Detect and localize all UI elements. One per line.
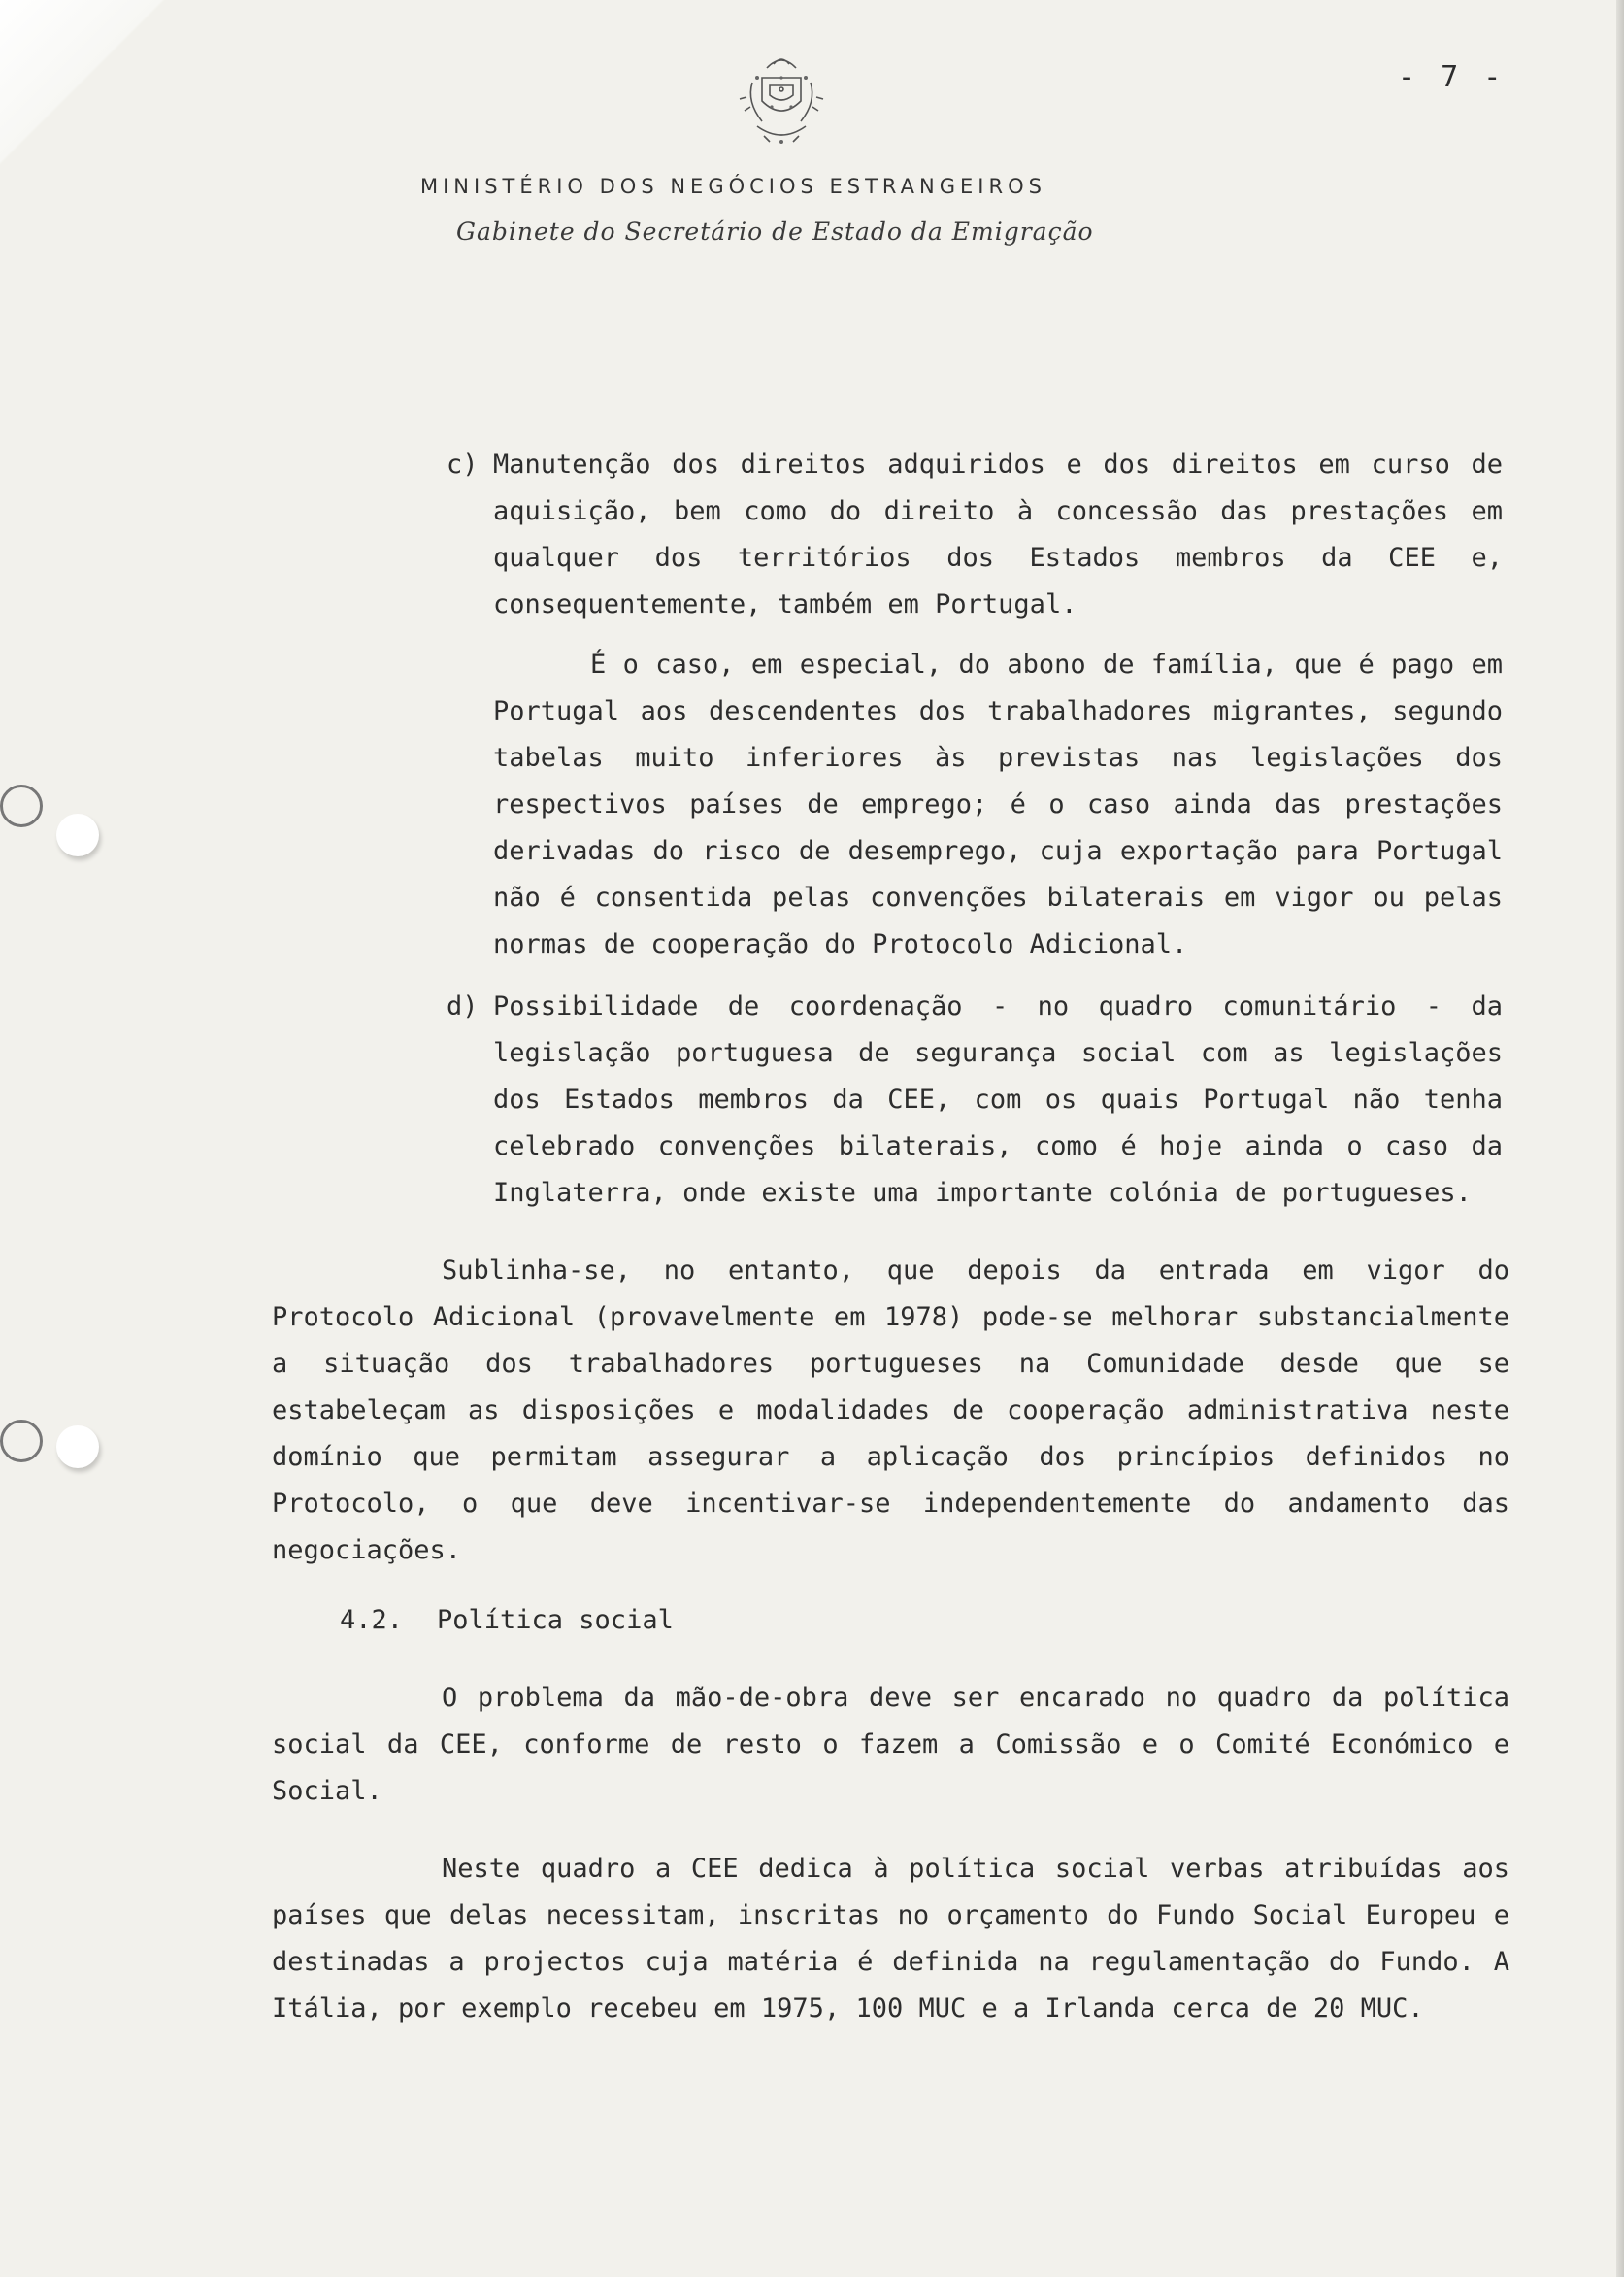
page-edge — [1616, 0, 1624, 2277]
item-continuation: É o caso, em especial, do abono de família, que é pago em Portugal aos descendentes dos trabalhadores migrantes, segundo tabelas muito inferiores às previstas nas legislações dos respectivos países de emprego; é o caso ainda das prestações derivadas do risco de desemprego, cuja exportação para Portugal não é consentida pelas convenções bilaterais em vigor ou pelas normas de cooperação do Protocolo Adicional. — [493, 650, 1503, 959]
page-number: - 7 - — [1398, 60, 1506, 94]
item-text — [493, 442, 1503, 968]
document-body — [272, 442, 1524, 2032]
punch-hole — [0, 785, 43, 827]
item-label: d) — [447, 991, 479, 1021]
coat-of-arms-icon — [723, 49, 840, 151]
list-item-c — [272, 442, 1524, 968]
item-paragraph: Manutenção dos direitos adquiridos e dos direitos em curso de aquisição, bem como do direito à concessão das prestações em qualquer dos territórios dos Estados membros da CEE e, consequentemente, também em Portugal. — [493, 450, 1503, 619]
list-item-d — [272, 984, 1524, 1217]
punch-hole — [0, 1420, 43, 1462]
folded-corner — [0, 0, 165, 194]
section-number: 4.2. — [340, 1605, 404, 1635]
paragraph: O problema da mão-de-obra deve ser encarado no quadro da política social da CEE, conforme de resto o fazem a Comissão e o Comité Económico e Social. — [272, 1683, 1509, 1806]
punch-hole-shadow — [56, 814, 99, 856]
paragraph: Neste quadro a CEE dedica à política social verbas atribuídas aos países que delas necessitam, inscritas no orçamento do Fundo Social Europeu e destinadas a projectos cuja matéria é definida na regulamentação do Fundo. A Itália, por exemplo recebeu em 1975, 100 MUC e a Irlanda cerca de 20 MUC. — [272, 1854, 1509, 2024]
ministry-name: MINISTÉRIO DOS NEGÓCIOS ESTRANGEIROS — [420, 175, 1046, 198]
punch-hole-shadow — [56, 1425, 99, 1468]
section-title: Política social — [437, 1605, 674, 1635]
item-label: c) — [447, 450, 479, 480]
item-text — [493, 984, 1503, 1217]
item-paragraph: Possibilidade de coordenação - no quadro comunitário - da legislação portuguesa de segurança social com as legislações dos Estados membros da CEE, com os quais Portugal não tenha celebrado convenções bilaterais, como é hoje ainda o caso da Inglaterra, onde existe uma importante colónia de portugueses. — [493, 991, 1503, 1208]
section-heading — [340, 1597, 1524, 1644]
paragraph: Sublinha-se, no entanto, que depois da entrada em vigor do Protocolo Adicional (provavelmente em 1978) pode-se melhorar substancialmente a situação dos trabalhadores portugueses na Comunidade desde que se estabeleçam as disposições e modalidades de cooperação administrativa neste domínio que permitam assegurar a aplicação dos princípios definidos no Protocolo, o que deve incentivar-se independentemente do andamento das negociações. — [272, 1256, 1509, 1565]
cabinet-name: Gabinete do Secretário de Estado da Emigração — [456, 218, 1094, 246]
